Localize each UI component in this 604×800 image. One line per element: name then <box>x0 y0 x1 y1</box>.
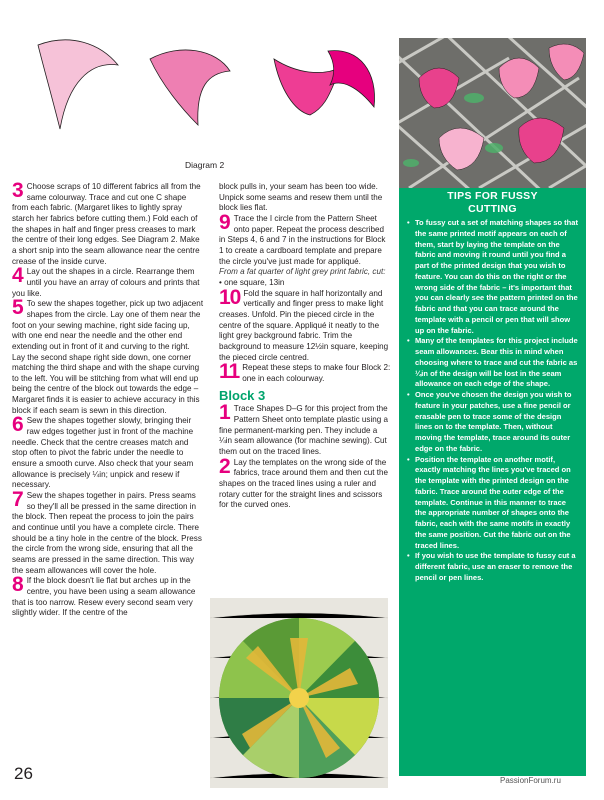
watermark: PassionForum.ru <box>500 776 561 785</box>
tip-item: • Once you've chosen the design you wish to feature in your patches, use a fine pencil or erasable pen to trace some of the design lines on to the template. Then, without moving the template, trace around its outer edge on the fabric. <box>407 390 578 455</box>
step-number: 10 <box>219 285 241 309</box>
step-text: Sew the shapes together slowly, bringing their raw edges together just in front of the machine needle. Check that the centre creases match and stop often to pivot the fabric under the needle to ensure a smooth curve. Also check that your seam allowance is precisely ¼in; unpick and resew if necessary. <box>12 416 194 490</box>
diagram-caption: Diagram 2 <box>185 160 225 170</box>
step-text: If the block doesn't lie flat but arches up in the centre, you have been using a seam allowance that is too narrow. Resew every second seam very slightly wider. If the centre of the <box>12 576 196 618</box>
step-number: 5 <box>12 296 24 320</box>
step-text: Repeat these steps to make four Block 2: one in each colourway. <box>242 363 391 383</box>
step-7 <box>12 488 204 576</box>
c-shape-hot-pink <box>274 59 342 115</box>
step-number: 7 <box>12 488 24 512</box>
step-5 <box>12 296 204 416</box>
step-8 <box>12 573 204 619</box>
c-shape-magenta <box>328 51 375 107</box>
step-11 <box>219 360 391 384</box>
step-text: Lay out the shapes in a circle. Rearrange them until you have an array of colours and prints that you like. <box>12 267 200 298</box>
step-4 <box>12 264 204 299</box>
step-10 <box>219 285 391 364</box>
fabric-cut-item: • one square, 13in <box>219 277 285 287</box>
step-text: Fold the square in half horizontally and vertically and finger press to make light creases. Unfold. Pin the pieced circle in the centre of the square. Appliqué it neatly to the light grey background fabric. Trim the background to measure 12½in square, keeping the pieced circle centred. <box>219 288 389 362</box>
step-9 <box>219 210 391 267</box>
step-number: 11 <box>219 360 240 384</box>
step-number: 8 <box>12 573 24 597</box>
block-3-step-2 <box>219 454 391 511</box>
step-text: Sew the shapes together in pairs. Press seams so they'll all be pressed in the same direction in the block. Then repeat the process to join the pairs and continue until you have a complete circle. There should be a tiny hole in the centre of the block. Press the circle from the wrong side, ensuring that all the seams are pressed in the same direction. This way the seam allowances will cover the hole. <box>12 491 202 575</box>
c-shape-mid-pink <box>150 50 230 125</box>
tip-item: • Many of the templates for this project include seam allowances. Bear this in mind when choosing where to trace and cut the fabric as ¼in of the design will be lost in the seam allowance on each edge of the shape. <box>407 336 578 390</box>
tip-item: • If you wish to use the template to fussy cut a different fabric, use an eraser to remove the pencil or pen lines. <box>407 551 578 583</box>
step-number: 3 <box>12 179 24 202</box>
diagram-2-illustration <box>30 25 390 175</box>
tips-title <box>399 190 586 215</box>
block-3-step-1 <box>219 401 391 457</box>
left-column <box>12 179 204 619</box>
step-number: 9 <box>219 210 231 234</box>
step-number: 6 <box>12 413 24 437</box>
fabric-note: From a fat quarter of light grey print fabric, cut: <box>219 267 386 277</box>
page-number: 26 <box>14 764 33 783</box>
step-3 <box>12 179 204 267</box>
block-3-heading: Block 3 <box>219 388 266 404</box>
quilt-block-photo <box>210 598 388 788</box>
step-number: 1 <box>219 401 231 425</box>
step-text: To sew the shapes together, pick up two adjacent shapes from the circle. Lay one of them near the foot on your sewing machine, right side facing up, with one end near the needle and the other end extending out in front of it and curving to the right. Lay the second shape right side down, one corner matching the third shape and with the shape curving to the left. You will be stitching from what will end up being the centre of the block out towards the edge – Margaret finds it is easier to achieve accuracy in this block if each seam is sewn in this direction. <box>12 299 204 415</box>
step-text: Lay the templates on the wrong side of the fabrics, trace around them and then cut the shapes on the traced lines using a ruler and rotary cutter for the straight lines and scissors for the curved ones. <box>219 457 389 510</box>
step-text: Trace Shapes D–G for this project from the Pattern Sheet onto template plastic using a fine permanent-marking pen. They include a ¼in seam allowance (for machine sewing). Cut them out on the traced lines. <box>219 404 389 457</box>
step-text: Trace the I circle from the Pattern Sheet onto paper. Repeat the process described in Steps 4, 6 and 7 in the instructions for Block 1 to create a cardboard template and prepare the circle you've just made for appliqué. <box>219 213 386 266</box>
step-text: Choose scraps of 10 different fabrics all from the same colourway. Trace and cut one C shape from each fabric. (Margaret likes to lightly spray starch her fabrics before cutting them.) Fold each of the shapes in half and finger press creases to mark the centre of their long edges. See Diagram 2. Make a short snip into the seam allowance near the centre crease of the inside curve. <box>12 182 201 266</box>
step-6 <box>12 413 204 491</box>
c-shape-light-pink <box>38 40 118 129</box>
tips-title-line-2: CUTTING <box>468 202 517 215</box>
tip-item: • Position the template on another motif, exactly matching the lines you've traced on the template with the printed design on the fabric. Trace around the outer edge of the template. Continue in this manner to trace the appropriate number of shapes onto the fabric, each with the same motifs in exactly the same position. Cut the fabric out on the traced lines. <box>407 455 578 552</box>
tip-item: • To fussy cut a set of matching shapes so that the same printed motif appears on each of them, start by laying the template on the fabric and moving it round until you find a part of the printed design that you wish to feature. You can do this on the right or the wrong side of the fabric – it's important that you can clearly see the pattern printed on the fabric and that you can trace around the template with a pencil or pen that will show up on the fabric. <box>407 218 578 336</box>
tips-list <box>407 218 578 584</box>
step-number: 4 <box>12 264 24 288</box>
fussy-cut-fabric-photo <box>399 38 586 188</box>
tips-sidebar <box>399 38 586 776</box>
tips-title-line-1: TIPS FOR FUSSY <box>447 190 538 202</box>
step-number: 2 <box>219 454 231 478</box>
step-8-continued: block pulls in, your seam has been too wide. Unpick some seams and resew them until the block lies flat. <box>219 182 383 213</box>
middle-column <box>219 182 391 511</box>
